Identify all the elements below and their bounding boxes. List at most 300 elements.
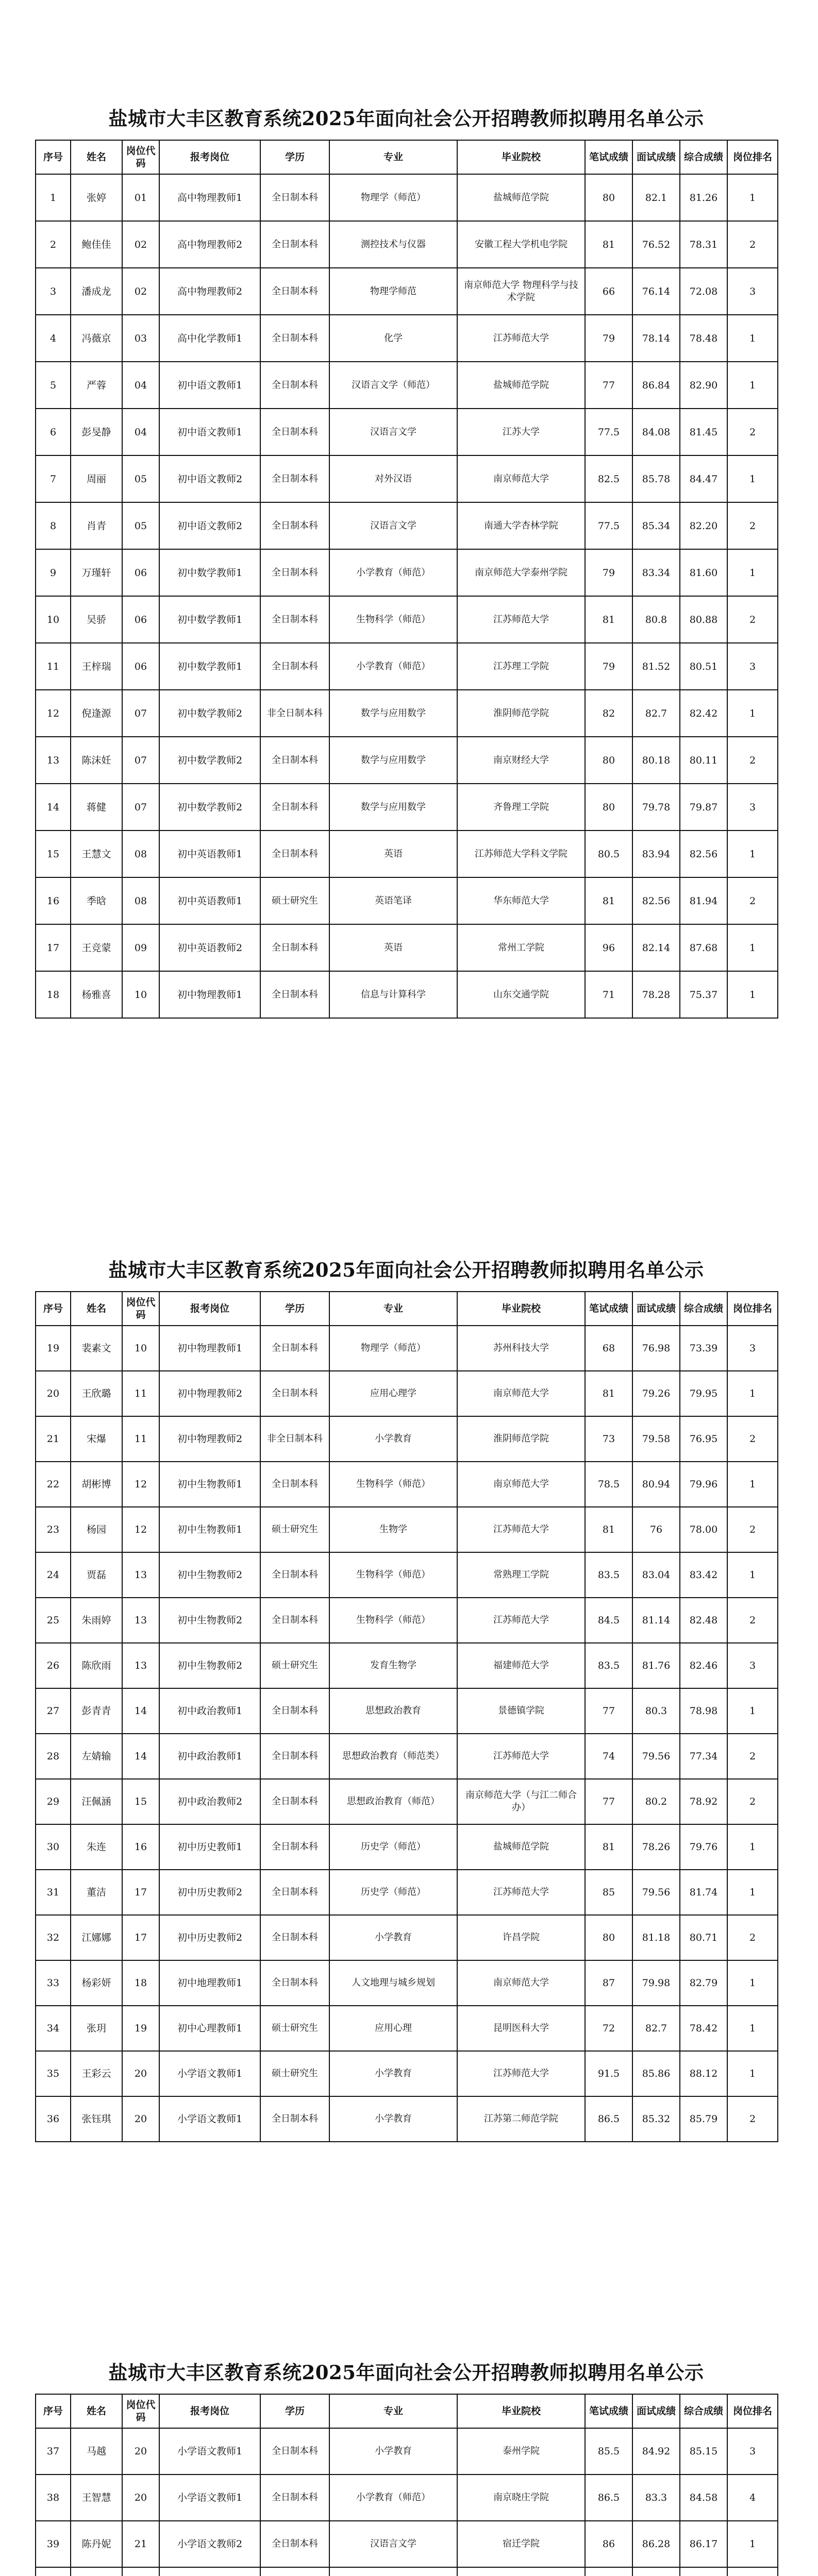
col-major-cell (329, 2567, 457, 2576)
col-index-cell: 33 (36, 1960, 71, 2006)
col-rank-cell: 1 (727, 2521, 778, 2567)
roster-table (35, 1291, 778, 2142)
col-interview-cell: 79.78 (632, 784, 680, 831)
col-written-cell: 68 (585, 1326, 632, 1371)
col-major-cell: 发育生物学 (329, 1643, 457, 1688)
col-post-code-cell: 16 (122, 1824, 159, 1870)
col-name-cell: 严蓉 (71, 362, 122, 409)
col-name-cell: 裴素文 (71, 1326, 122, 1371)
col-interview-cell: 83.3 (632, 2475, 680, 2521)
col-total-cell: 79.87 (680, 784, 727, 831)
col-total-cell: 81.45 (680, 409, 727, 455)
col-index-cell: 5 (36, 362, 71, 409)
table-row (36, 1326, 778, 1371)
col-written-cell: 86.5 (585, 2475, 632, 2521)
col-post-cell: 初中历史教师2 (159, 1915, 260, 1960)
col-total-cell: 80.88 (680, 596, 727, 643)
col-name-cell: 王欣璐 (71, 1371, 122, 1416)
col-index-cell: 18 (36, 971, 71, 1018)
col-major-cell: 物理学（师范） (329, 1326, 457, 1371)
col-index-cell: 14 (36, 784, 71, 831)
col-total-cell: 79.76 (680, 1824, 727, 1870)
col-school-cell: 江苏理工学院 (457, 643, 585, 690)
col-major-cell: 数学与应用数学 (329, 784, 457, 831)
col-post-cell: 初中数学教师2 (159, 737, 260, 784)
col-post-cell: 初中数学教师1 (159, 549, 260, 596)
col-index-cell: 37 (36, 2428, 71, 2475)
col-edu-cell: 非全日制本科 (260, 690, 329, 737)
col-rank-cell: 2 (727, 1598, 778, 1643)
col-rank-cell: 2 (727, 877, 778, 924)
roster-table (35, 2394, 778, 2576)
col-major-cell: 对外汉语 (329, 455, 457, 502)
col-post-cell: 初中数学教师1 (159, 643, 260, 690)
col-total-cell: 85.15 (680, 2428, 727, 2475)
table-row (36, 596, 778, 643)
col-edu-cell: 全日制本科 (260, 1552, 329, 1598)
col-post-code-cell: 13 (122, 1598, 159, 1643)
col-total-cell: 84.58 (680, 2475, 727, 2521)
col-written-cell: 80 (585, 174, 632, 221)
table-row (36, 2096, 778, 2142)
col-written-cell: 96 (585, 924, 632, 971)
col-name-cell: 贾磊 (71, 1552, 122, 1598)
table-row (36, 1598, 778, 1643)
col-post-code-cell: 08 (122, 877, 159, 924)
col-name-cell: 蒋健 (71, 784, 122, 831)
col-edu-cell: 硕士研究生 (260, 877, 329, 924)
col-written-cell (585, 2567, 632, 2576)
col-written-cell: 82 (585, 690, 632, 737)
col-post-cell: 初中物理教师1 (159, 971, 260, 1018)
col-name-cell: 江娜娜 (71, 1915, 122, 1960)
col-post-cell: 高中化学教师1 (159, 315, 260, 362)
table-row (36, 1824, 778, 1870)
col-index-cell: 38 (36, 2475, 71, 2521)
col-rank-cell: 1 (727, 1552, 778, 1598)
col-index-cell: 24 (36, 1552, 71, 1598)
table-row (36, 2006, 778, 2051)
col-school-cell: 南京师范大学 (457, 1960, 585, 2006)
col-edu-cell: 全日制本科 (260, 2475, 329, 2521)
table-row (36, 1870, 778, 1915)
col-total-cell: 80.71 (680, 1915, 727, 1960)
col-index-cell: 36 (36, 2096, 71, 2142)
col-written-header: 笔试成绩 (585, 140, 632, 174)
col-school-cell: 淮阴师范学院 (457, 1416, 585, 1462)
col-written-cell: 72 (585, 2006, 632, 2051)
col-edu-cell: 全日制本科 (260, 174, 329, 221)
col-edu-cell: 全日制本科 (260, 1688, 329, 1734)
col-post-cell: 初中数学教师2 (159, 690, 260, 737)
col-interview-cell: 80.94 (632, 1462, 680, 1507)
col-school-cell: 苏州科技大学 (457, 1326, 585, 1371)
table-row (36, 455, 778, 502)
col-post-cell: 高中物理教师2 (159, 221, 260, 268)
col-post-cell: 初中历史教师2 (159, 1870, 260, 1915)
col-name-header: 姓名 (71, 140, 122, 174)
col-edu-cell: 全日制本科 (260, 1371, 329, 1416)
col-total-cell: 81.94 (680, 877, 727, 924)
col-written-cell: 79 (585, 643, 632, 690)
col-total-cell (680, 2567, 727, 2576)
col-written-cell: 73 (585, 1416, 632, 1462)
col-total-cell: 82.56 (680, 831, 727, 877)
col-interview-cell: 83.34 (632, 549, 680, 596)
col-school-cell: 盐城师范学院 (457, 362, 585, 409)
col-major-cell: 汉语言文学（师范） (329, 362, 457, 409)
col-name-cell: 朱连 (71, 1824, 122, 1870)
col-name-cell: 鲍佳佳 (71, 221, 122, 268)
col-post-cell: 初中生物教师2 (159, 1598, 260, 1643)
table-row (36, 1416, 778, 1462)
col-index-cell (36, 2567, 71, 2576)
col-school-cell: 昆明医科大学 (457, 2006, 585, 2051)
col-school-cell: 盐城师范学院 (457, 174, 585, 221)
col-edu-cell: 全日制本科 (260, 549, 329, 596)
col-post-code-cell: 10 (122, 971, 159, 1018)
col-post-code-cell: 07 (122, 690, 159, 737)
col-written-cell: 77 (585, 362, 632, 409)
col-school-cell: 常州工学院 (457, 924, 585, 971)
col-rank-cell: 1 (727, 1688, 778, 1734)
col-rank-cell: 2 (727, 1734, 778, 1779)
col-school-header: 毕业院校 (457, 140, 585, 174)
col-school-header: 毕业院校 (457, 2394, 585, 2428)
col-post-cell: 初中生物教师2 (159, 1643, 260, 1688)
col-rank-cell: 3 (727, 268, 778, 315)
col-rank-cell: 1 (727, 1462, 778, 1507)
col-total-cell: 87.68 (680, 924, 727, 971)
col-name-cell: 王慧文 (71, 831, 122, 877)
col-written-cell: 83.5 (585, 1552, 632, 1598)
col-major-cell: 英语 (329, 831, 457, 877)
col-edu-cell: 全日制本科 (260, 268, 329, 315)
col-rank-cell: 1 (727, 971, 778, 1018)
col-post-cell: 初中物理教师2 (159, 1371, 260, 1416)
col-written-cell: 80 (585, 1915, 632, 1960)
col-total-cell: 73.39 (680, 1326, 727, 1371)
col-name-cell: 彭旻静 (71, 409, 122, 455)
col-name-cell: 杨雅喜 (71, 971, 122, 1018)
col-interview-cell: 85.34 (632, 502, 680, 549)
col-total-cell: 78.48 (680, 315, 727, 362)
col-major-cell: 汉语言文学 (329, 2521, 457, 2567)
table-row (36, 315, 778, 362)
col-school-cell: 江苏师范大学 (457, 596, 585, 643)
col-rank-cell: 3 (727, 2428, 778, 2475)
col-rank-cell: 2 (727, 1507, 778, 1552)
table-row (36, 643, 778, 690)
col-interview-cell: 82.7 (632, 690, 680, 737)
col-name-cell: 朱雨婷 (71, 1598, 122, 1643)
col-post-cell: 初中地理教师1 (159, 1960, 260, 2006)
col-major-cell: 历史学（师范） (329, 1870, 457, 1915)
col-name-cell: 杨彩妍 (71, 1960, 122, 2006)
col-school-cell: 宿迁学院 (457, 2521, 585, 2567)
col-rank-cell: 3 (727, 1326, 778, 1371)
page-title: 盐城市大丰区教育系统2025年面向社会公开招聘教师拟聘用名单公示 (108, 107, 704, 130)
col-written-cell: 77.5 (585, 409, 632, 455)
col-post-code-cell: 06 (122, 549, 159, 596)
col-name-cell: 杨园 (71, 1507, 122, 1552)
col-index-cell: 31 (36, 1870, 71, 1915)
col-post-code-cell: 13 (122, 1552, 159, 1598)
col-written-header: 笔试成绩 (585, 2394, 632, 2428)
col-rank-cell: 2 (727, 737, 778, 784)
table-row (36, 2428, 778, 2475)
col-total-cell: 82.90 (680, 362, 727, 409)
col-post-code-cell (122, 2567, 159, 2576)
col-interview-cell: 79.56 (632, 1870, 680, 1915)
col-written-cell: 66 (585, 268, 632, 315)
col-edu-cell: 全日制本科 (260, 2096, 329, 2142)
col-interview-cell (632, 2567, 680, 2576)
col-index-cell: 16 (36, 877, 71, 924)
col-name-cell: 王彩云 (71, 2051, 122, 2096)
col-post-code-cell: 12 (122, 1507, 159, 1552)
col-major-cell: 生物科学（师范） (329, 1598, 457, 1643)
col-name-cell: 马越 (71, 2428, 122, 2475)
col-rank-cell: 1 (727, 549, 778, 596)
table-row (36, 2521, 778, 2567)
col-total-cell: 78.92 (680, 1779, 727, 1824)
col-name-header: 姓名 (71, 2394, 122, 2428)
col-edu-cell: 全日制本科 (260, 2428, 329, 2475)
col-edu-cell: 全日制本科 (260, 455, 329, 502)
col-rank-header: 岗位排名 (727, 140, 778, 174)
col-edu-cell: 硕士研究生 (260, 1643, 329, 1688)
col-school-cell: 淮阴师范学院 (457, 690, 585, 737)
col-written-cell: 85 (585, 1870, 632, 1915)
col-edu-cell: 全日制本科 (260, 1915, 329, 1960)
col-index-cell: 29 (36, 1779, 71, 1824)
table-row (36, 409, 778, 455)
col-name-cell: 王智慧 (71, 2475, 122, 2521)
col-interview-cell: 79.58 (632, 1416, 680, 1462)
col-post-code-cell: 20 (122, 2475, 159, 2521)
col-major-cell: 化学 (329, 315, 457, 362)
col-school-cell: 南京师范大学 物理科学与技术学院 (457, 268, 585, 315)
col-post-code-cell: 14 (122, 1734, 159, 1779)
page-title: 盐城市大丰区教育系统2025年面向社会公开招聘教师拟聘用名单公示 (108, 2361, 704, 2384)
col-post-code-cell: 06 (122, 596, 159, 643)
col-rank-cell: 2 (727, 2096, 778, 2142)
col-written-cell: 79 (585, 315, 632, 362)
col-post-header: 报考岗位 (159, 140, 260, 174)
col-index-cell: 26 (36, 1643, 71, 1688)
col-edu-cell: 全日制本科 (260, 1734, 329, 1779)
col-edu-cell: 全日制本科 (260, 831, 329, 877)
col-total-cell: 78.98 (680, 1688, 727, 1734)
col-post-code-cell: 07 (122, 737, 159, 784)
col-interview-cell: 85.86 (632, 2051, 680, 2096)
col-post-code-cell: 01 (122, 174, 159, 221)
col-post-cell: 初中生物教师1 (159, 1507, 260, 1552)
col-interview-cell: 84.08 (632, 409, 680, 455)
col-post-cell: 初中政治教师1 (159, 1688, 260, 1734)
col-total-cell: 85.79 (680, 2096, 727, 2142)
col-total-cell: 80.51 (680, 643, 727, 690)
col-rank-cell: 4 (727, 2475, 778, 2521)
col-school-cell: 南京师范大学（与江二师合办） (457, 1779, 585, 1824)
table-row (36, 1734, 778, 1779)
col-school-header: 毕业院校 (457, 1292, 585, 1326)
col-school-cell: 江苏师范大学 (457, 1507, 585, 1552)
col-interview-header: 面试成绩 (632, 140, 680, 174)
col-name-cell: 万瑾轩 (71, 549, 122, 596)
col-name-cell: 胡彬博 (71, 1462, 122, 1507)
col-edu-cell: 全日制本科 (260, 1824, 329, 1870)
col-post-code-cell: 04 (122, 362, 159, 409)
col-major-cell: 测控技术与仪器 (329, 221, 457, 268)
col-total-cell: 77.34 (680, 1734, 727, 1779)
table-header-row (36, 140, 778, 174)
col-post-code-cell: 12 (122, 1462, 159, 1507)
col-rank-cell: 1 (727, 362, 778, 409)
col-rank-cell (727, 2567, 778, 2576)
col-school-cell: 景德镇学院 (457, 1688, 585, 1734)
col-index-cell: 30 (36, 1824, 71, 1870)
col-edu-cell: 全日制本科 (260, 221, 329, 268)
table-row (36, 831, 778, 877)
col-post-code-cell: 13 (122, 1643, 159, 1688)
col-index-cell: 32 (36, 1915, 71, 1960)
col-edu-header: 学历 (260, 1292, 329, 1326)
col-school-cell: 山东交通学院 (457, 971, 585, 1018)
col-post-code-cell: 02 (122, 221, 159, 268)
col-interview-cell: 76.52 (632, 221, 680, 268)
col-interview-cell: 78.14 (632, 315, 680, 362)
col-post-code-cell: 04 (122, 409, 159, 455)
col-post-code-cell: 05 (122, 502, 159, 549)
col-total-cell: 75.37 (680, 971, 727, 1018)
col-post-cell: 初中语文教师1 (159, 409, 260, 455)
col-major-cell: 汉语言文学 (329, 409, 457, 455)
col-index-header: 序号 (36, 140, 71, 174)
col-total-cell: 84.47 (680, 455, 727, 502)
col-written-cell: 81 (585, 1507, 632, 1552)
col-interview-cell: 80.3 (632, 1688, 680, 1734)
col-school-cell: 江苏师范大学科文学院 (457, 831, 585, 877)
col-major-cell: 小学教育（师范） (329, 643, 457, 690)
col-major-cell: 物理学（师范） (329, 174, 457, 221)
col-total-cell: 82.48 (680, 1598, 727, 1643)
col-interview-cell: 76.14 (632, 268, 680, 315)
col-post-cell: 初中英语教师1 (159, 831, 260, 877)
col-edu-header: 学历 (260, 140, 329, 174)
col-major-cell: 汉语言文学 (329, 502, 457, 549)
col-index-cell: 4 (36, 315, 71, 362)
col-rank-cell: 3 (727, 643, 778, 690)
col-total-cell: 88.12 (680, 2051, 727, 2096)
col-school-cell: 南京师范大学 (457, 1462, 585, 1507)
col-index-cell: 23 (36, 1507, 71, 1552)
col-post-cell: 初中政治教师1 (159, 1734, 260, 1779)
col-post-code-header: 岗位代码 (122, 2394, 159, 2428)
table-row (36, 690, 778, 737)
col-name-cell: 左婧输 (71, 1734, 122, 1779)
col-index-cell: 28 (36, 1734, 71, 1779)
col-total-cell: 81.60 (680, 549, 727, 596)
col-name-cell: 张玥 (71, 2006, 122, 2051)
col-post-code-cell: 10 (122, 1326, 159, 1371)
col-interview-header: 面试成绩 (632, 2394, 680, 2428)
roster-table (35, 140, 778, 1019)
col-total-header: 综合成绩 (680, 2394, 727, 2428)
col-interview-cell: 82.56 (632, 877, 680, 924)
col-total-cell: 78.42 (680, 2006, 727, 2051)
col-index-cell: 13 (36, 737, 71, 784)
col-name-cell: 张婷 (71, 174, 122, 221)
col-index-cell: 7 (36, 455, 71, 502)
col-major-cell: 小学教育（师范） (329, 549, 457, 596)
col-edu-cell: 全日制本科 (260, 1598, 329, 1643)
col-post-code-cell: 09 (122, 924, 159, 971)
col-total-cell: 86.17 (680, 2521, 727, 2567)
col-name-cell: 王梓瑞 (71, 643, 122, 690)
col-major-cell: 物理学师范 (329, 268, 457, 315)
col-index-cell: 8 (36, 502, 71, 549)
col-post-cell: 初中语文教师1 (159, 362, 260, 409)
col-written-cell: 71 (585, 971, 632, 1018)
col-written-cell: 77.5 (585, 502, 632, 549)
table-header-row (36, 2394, 778, 2428)
col-index-cell: 19 (36, 1326, 71, 1371)
col-major-header: 专业 (329, 1292, 457, 1326)
col-post-cell: 初中生物教师2 (159, 1552, 260, 1598)
col-post-code-cell: 07 (122, 784, 159, 831)
col-interview-cell: 79.98 (632, 1960, 680, 2006)
col-interview-cell: 76 (632, 1507, 680, 1552)
col-total-cell: 72.08 (680, 268, 727, 315)
col-total-cell: 82.79 (680, 1960, 727, 2006)
table-row (36, 1779, 778, 1824)
col-edu-cell: 全日制本科 (260, 643, 329, 690)
col-rank-cell: 1 (727, 2006, 778, 2051)
col-index-cell: 6 (36, 409, 71, 455)
col-written-cell: 77 (585, 1688, 632, 1734)
col-written-cell: 77 (585, 1779, 632, 1824)
col-index-cell: 20 (36, 1371, 71, 1416)
col-school-cell: 南京师范大学 (457, 1371, 585, 1416)
col-index-cell: 21 (36, 1416, 71, 1462)
col-post-cell: 高中物理教师1 (159, 174, 260, 221)
col-written-cell: 81 (585, 1371, 632, 1416)
col-name-cell: 汪佩涵 (71, 1779, 122, 1824)
col-rank-cell: 1 (727, 1870, 778, 1915)
col-rank-cell: 2 (727, 1779, 778, 1824)
table-row (36, 2567, 778, 2576)
col-major-cell: 生物科学（师范） (329, 1552, 457, 1598)
table-row (36, 174, 778, 221)
col-major-cell: 数学与应用数学 (329, 737, 457, 784)
col-edu-cell: 全日制本科 (260, 1870, 329, 1915)
col-total-cell: 83.42 (680, 1552, 727, 1598)
col-interview-cell: 82.14 (632, 924, 680, 971)
col-index-cell: 34 (36, 2006, 71, 2051)
col-edu-cell: 全日制本科 (260, 971, 329, 1018)
col-interview-cell: 83.04 (632, 1552, 680, 1598)
col-written-cell: 81 (585, 877, 632, 924)
col-index-cell: 1 (36, 174, 71, 221)
col-school-cell: 泰州学院 (457, 2428, 585, 2475)
col-school-cell: 福建师范大学 (457, 1643, 585, 1688)
col-major-cell: 数学与应用数学 (329, 690, 457, 737)
col-written-cell: 80 (585, 737, 632, 784)
col-edu-cell: 全日制本科 (260, 784, 329, 831)
col-major-cell: 人文地理与城乡规划 (329, 1960, 457, 2006)
